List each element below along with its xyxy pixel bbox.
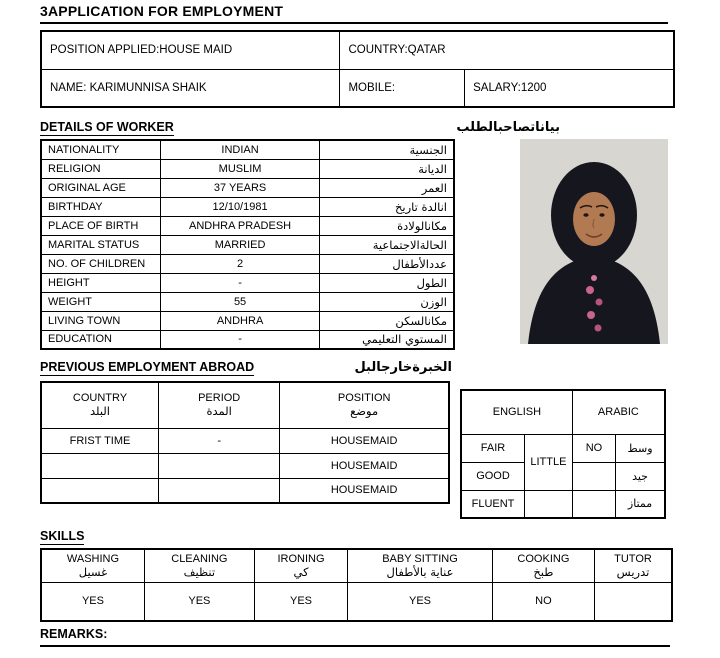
language-level: FLUENT	[461, 490, 525, 518]
table-header-row	[461, 390, 665, 434]
detail-label: MARITAL STATUS	[41, 235, 161, 254]
detail-value: 2	[161, 254, 320, 273]
table-row	[41, 582, 672, 621]
employment-section	[40, 381, 720, 519]
detail-value: ANDHRA	[161, 311, 320, 330]
language-answer	[572, 462, 615, 490]
detail-label: ORIGINAL AGE	[41, 178, 161, 197]
country-cell: COUNTRY:QATAR	[340, 31, 674, 69]
detail-value: 12/10/1981	[161, 197, 320, 216]
detail-arabic: الطول	[320, 273, 454, 292]
mobile-cell: MOBILE:	[340, 69, 465, 107]
table-row	[41, 254, 454, 273]
employment-heading: PREVIOUS EMPLOYMENT ABROAD	[40, 360, 255, 374]
employment-country: FRIST TIME	[41, 428, 159, 453]
table-row	[41, 178, 454, 197]
name-cell: NAME: KARIMUNNISA SHAIK	[41, 69, 340, 107]
detail-value: MUSLIM	[161, 159, 320, 178]
worker-photo	[520, 139, 668, 344]
employment-country	[41, 478, 159, 503]
detail-arabic: الحالةالاجتماعية	[320, 235, 454, 254]
employment-position: HOUSEMAID	[280, 428, 449, 453]
detail-label: BIRTHDAY	[41, 197, 161, 216]
language-level-arabic: جيد	[616, 462, 665, 490]
employment-country	[41, 453, 159, 478]
detail-value: INDIAN	[161, 140, 320, 159]
table-row	[41, 428, 449, 453]
detail-label: NO. OF CHILDREN	[41, 254, 161, 273]
details-heading-arabic: بياناتصاحبالطلب	[456, 120, 560, 135]
detail-label: PLACE OF BIRTH	[41, 216, 161, 235]
detail-arabic: الوزن	[320, 292, 454, 311]
skills-table	[40, 548, 673, 622]
employment-period	[159, 453, 280, 478]
detail-arabic: العمر	[320, 178, 454, 197]
employment-position: HOUSEMAID	[280, 453, 449, 478]
column-header: CLEANING تنظيف	[144, 549, 254, 582]
detail-arabic: المستوي التعليمي	[320, 330, 454, 349]
table-row	[41, 330, 454, 349]
skill-value: YES	[254, 582, 347, 621]
detail-value: MARRIED	[161, 235, 320, 254]
table-row	[41, 311, 454, 330]
detail-value: -	[161, 273, 320, 292]
details-section-header	[40, 120, 560, 136]
detail-value: ANDHRA PRADESH	[161, 216, 320, 235]
detail-label: RELIGION	[41, 159, 161, 178]
column-header: IRONING كي	[254, 549, 347, 582]
details-heading: DETAILS OF WORKER	[40, 120, 174, 134]
column-header: WASHING غسيل	[41, 549, 144, 582]
detail-arabic: الجنسية	[320, 140, 454, 159]
table-header-row	[41, 549, 672, 582]
language-level: GOOD	[461, 462, 525, 490]
position-applied-cell: POSITION APPLIED:HOUSE MAID	[41, 31, 340, 69]
detail-arabic: الديانة	[320, 159, 454, 178]
language-answer	[572, 490, 615, 518]
language-level-arabic: ممتاز	[616, 490, 665, 518]
skill-value: NO	[492, 582, 594, 621]
detail-value: -	[161, 330, 320, 349]
table-header-row	[41, 382, 449, 428]
table-row	[41, 31, 674, 69]
detail-value: 55	[161, 292, 320, 311]
detail-label: NATIONALITY	[41, 140, 161, 159]
language-note: LITTLE	[525, 434, 573, 490]
detail-arabic: عددالأطفال	[320, 254, 454, 273]
detail-label: LIVING TOWN	[41, 311, 161, 330]
language-level-arabic: وسط	[616, 434, 665, 462]
language-note	[525, 490, 573, 518]
employment-section-header	[40, 360, 452, 376]
table-row	[41, 292, 454, 311]
table-row	[41, 478, 449, 503]
skill-value: YES	[41, 582, 144, 621]
salary-cell: SALARY:1200	[465, 69, 674, 107]
arabic-header: ARABIC	[572, 390, 665, 434]
table-row	[41, 235, 454, 254]
details-section	[40, 139, 720, 350]
table-row	[461, 490, 665, 518]
column-header: POSITION موضع	[280, 382, 449, 428]
applicant-summary-table	[40, 30, 675, 108]
language-level: FAIR	[461, 434, 525, 462]
skill-value: YES	[144, 582, 254, 621]
skill-value	[594, 582, 672, 621]
detail-arabic: مكانالسكن	[320, 311, 454, 330]
skills-heading: SKILLS	[40, 529, 85, 543]
table-row	[41, 69, 674, 107]
column-header: COOKING طبخ	[492, 549, 594, 582]
table-row	[461, 434, 665, 462]
employment-period: -	[159, 428, 280, 453]
detail-arabic: انالدة تاريخ	[320, 197, 454, 216]
table-row	[41, 273, 454, 292]
remarks-label: REMARKS:	[40, 627, 670, 647]
detail-label: HEIGHT	[41, 273, 161, 292]
table-row	[41, 453, 449, 478]
table-row	[41, 140, 454, 159]
english-header: ENGLISH	[461, 390, 572, 434]
detail-label: EDUCATION	[41, 330, 161, 349]
column-header: PERIOD المدة	[159, 382, 280, 428]
skills-section-header	[40, 529, 670, 545]
employment-position: HOUSEMAID	[280, 478, 449, 503]
table-row	[41, 159, 454, 178]
worker-details-table	[40, 139, 455, 350]
languages-table	[460, 389, 666, 519]
column-header: COUNTRY البلد	[41, 382, 159, 428]
table-row	[41, 197, 454, 216]
detail-value: 37 YEARS	[161, 178, 320, 197]
skill-value: YES	[348, 582, 493, 621]
language-answer: NO	[572, 434, 615, 462]
employment-period	[159, 478, 280, 503]
table-row	[41, 216, 454, 235]
detail-label: WEIGHT	[41, 292, 161, 311]
column-header: TUTOR تدريس	[594, 549, 672, 582]
page-title: 3APPLICATION FOR EMPLOYMENT	[40, 3, 668, 24]
detail-arabic: مكانالولادة	[320, 216, 454, 235]
employment-heading-arabic: الخبرةخارجالبل	[354, 360, 452, 375]
previous-employment-table	[40, 381, 450, 504]
column-header: BABY SITTING عناية بالأطفال	[348, 549, 493, 582]
